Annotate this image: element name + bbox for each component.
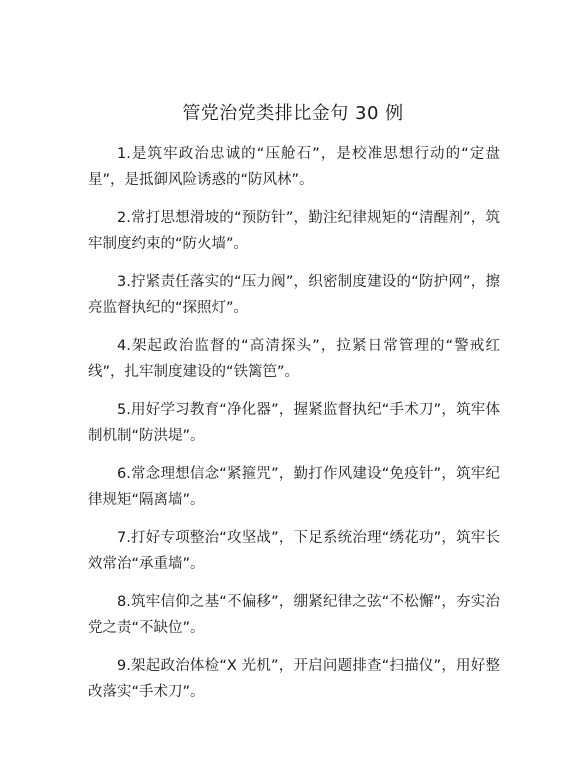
list-item: 1.是筑牢政治忠诚的“压舱石”，是校准思想行动的“定盘星”，是抵御风险诱惑的“防风林”。: [88, 146, 500, 188]
list-item: 4.架起政治监督的“高清探头”，拉紧日常管理的“警戒红线”，扎牢制度建设的“铁篱笆”。: [88, 338, 500, 380]
list-item: 8.筑牢信仰之基“不偏移”，绷紧纪律之弦“不松懈”，夯实治党之责“不缺位”。: [88, 594, 500, 636]
document-title: 管党治党类排比金句 30 例: [182, 103, 404, 124]
list-item: 7.打好专项整治“攻坚战”，下足系统治理“绣花功”，筑牢长效常治“承重墙”。: [88, 530, 500, 572]
list-item: 2.常打思想滑坡的“预防针”，勤注纪律规矩的“清醒剂”，筑牢制度约束的“防火墙”。: [88, 210, 500, 252]
list-item: 6.常念理想信念“紧箍咒”，勤打作风建设“免疫针”，筑牢纪律规矩“隔离墙”。: [88, 466, 500, 508]
list-item: 9.架起政治体检“X 光机”，开启问题排查“扫描仪”，用好整改落实“手术刀”。: [88, 658, 500, 700]
item-list: [88, 141, 500, 717]
list-item: 5.用好学习教育“净化器”，握紧监督执纪“手术刀”，筑牢体制机制“防洪堤”。: [88, 402, 500, 444]
list-item: 3.拧紧责任落实的“压力阀”，织密制度建设的“防护网”，擦亮监督执纪的“探照灯”。: [88, 274, 500, 316]
